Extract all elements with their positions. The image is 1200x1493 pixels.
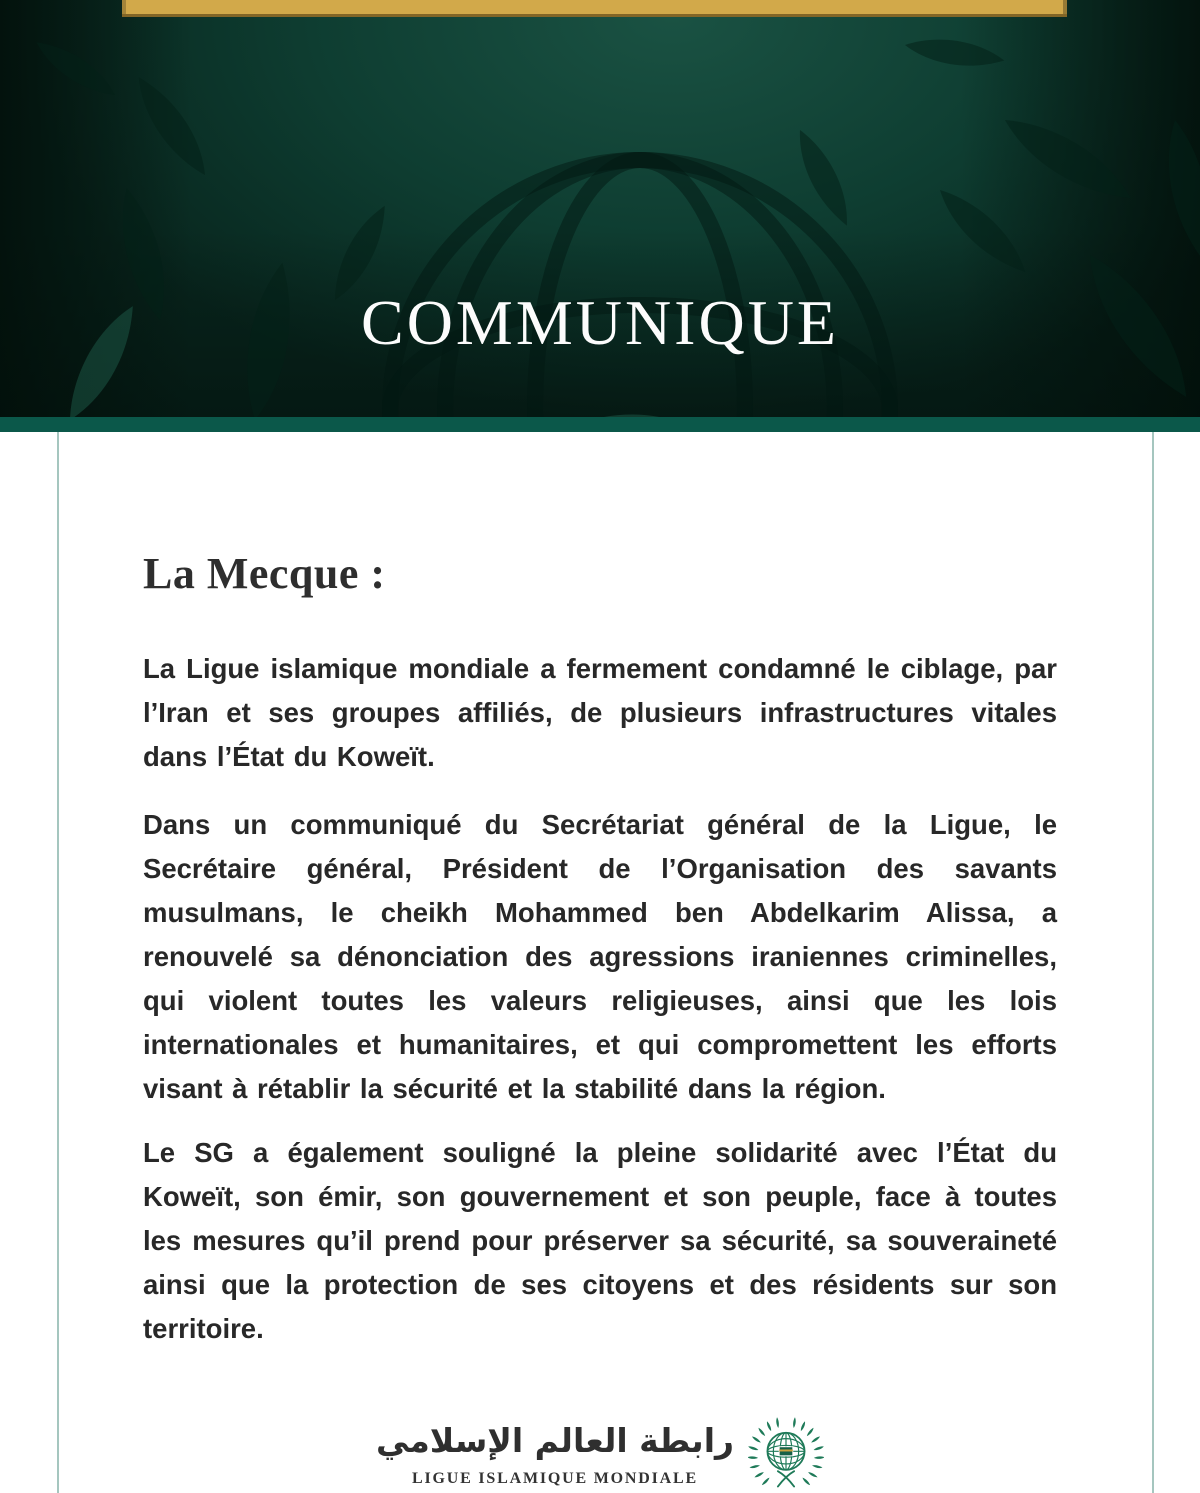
paragraph-3: Le SG a également souligné la pleine solidarité avec l’État du Koweït, son émir, son gouvernement et son peuple, face à toutes les mesures qu’il prend pour préserver sa sécurité, sa souveraineté ainsi que la protection de ses citoyens et des résidents sur son territoire. [143, 1136, 1057, 1344]
mwl-logo-text-block [376, 1415, 734, 1488]
mwl-logo [143, 1415, 1057, 1493]
mwl-org-name: LIGUE ISLAMIQUE MONDIALE [412, 1469, 698, 1487]
paragraph-1: La Ligue islamique mondiale a fermement condamné le ciblage, par l’Iran et ses groupes affiliés, de plusieurs infrastructures vitales dans l’État du Koweït. [143, 652, 1057, 772]
wreath-globe-kaaba-emblem-icon [748, 1415, 824, 1493]
communique-body [143, 432, 1057, 1493]
page-title: COMMUNIQUE [361, 287, 839, 358]
mwl-arabic-calligraphy: رابطة العالم الإسلامي [375, 1420, 735, 1460]
right-margin-rule [1152, 432, 1154, 1493]
left-margin-rule [57, 432, 59, 1493]
gold-accent-bar [122, 0, 1067, 17]
header-banner [0, 0, 1200, 417]
teal-divider-band [0, 417, 1200, 432]
location-heading: La Mecque : [143, 549, 386, 598]
paragraph-2: Dans un communiqué du Secrétariat général de la Ligue, le Secrétaire général, Président de l’Organisation des savants musulmans, le cheikh Mohammed ben Abdelkarim Alissa, a renouvelé sa dénonciation des agressions iraniennes criminelles, qui violent toutes les valeurs religieuses, ainsi que les lois internationales et humanitaires, et qui compromettent les efforts visant à rétablir la sécurité et la stabilité dans la région. [143, 808, 1057, 1104]
